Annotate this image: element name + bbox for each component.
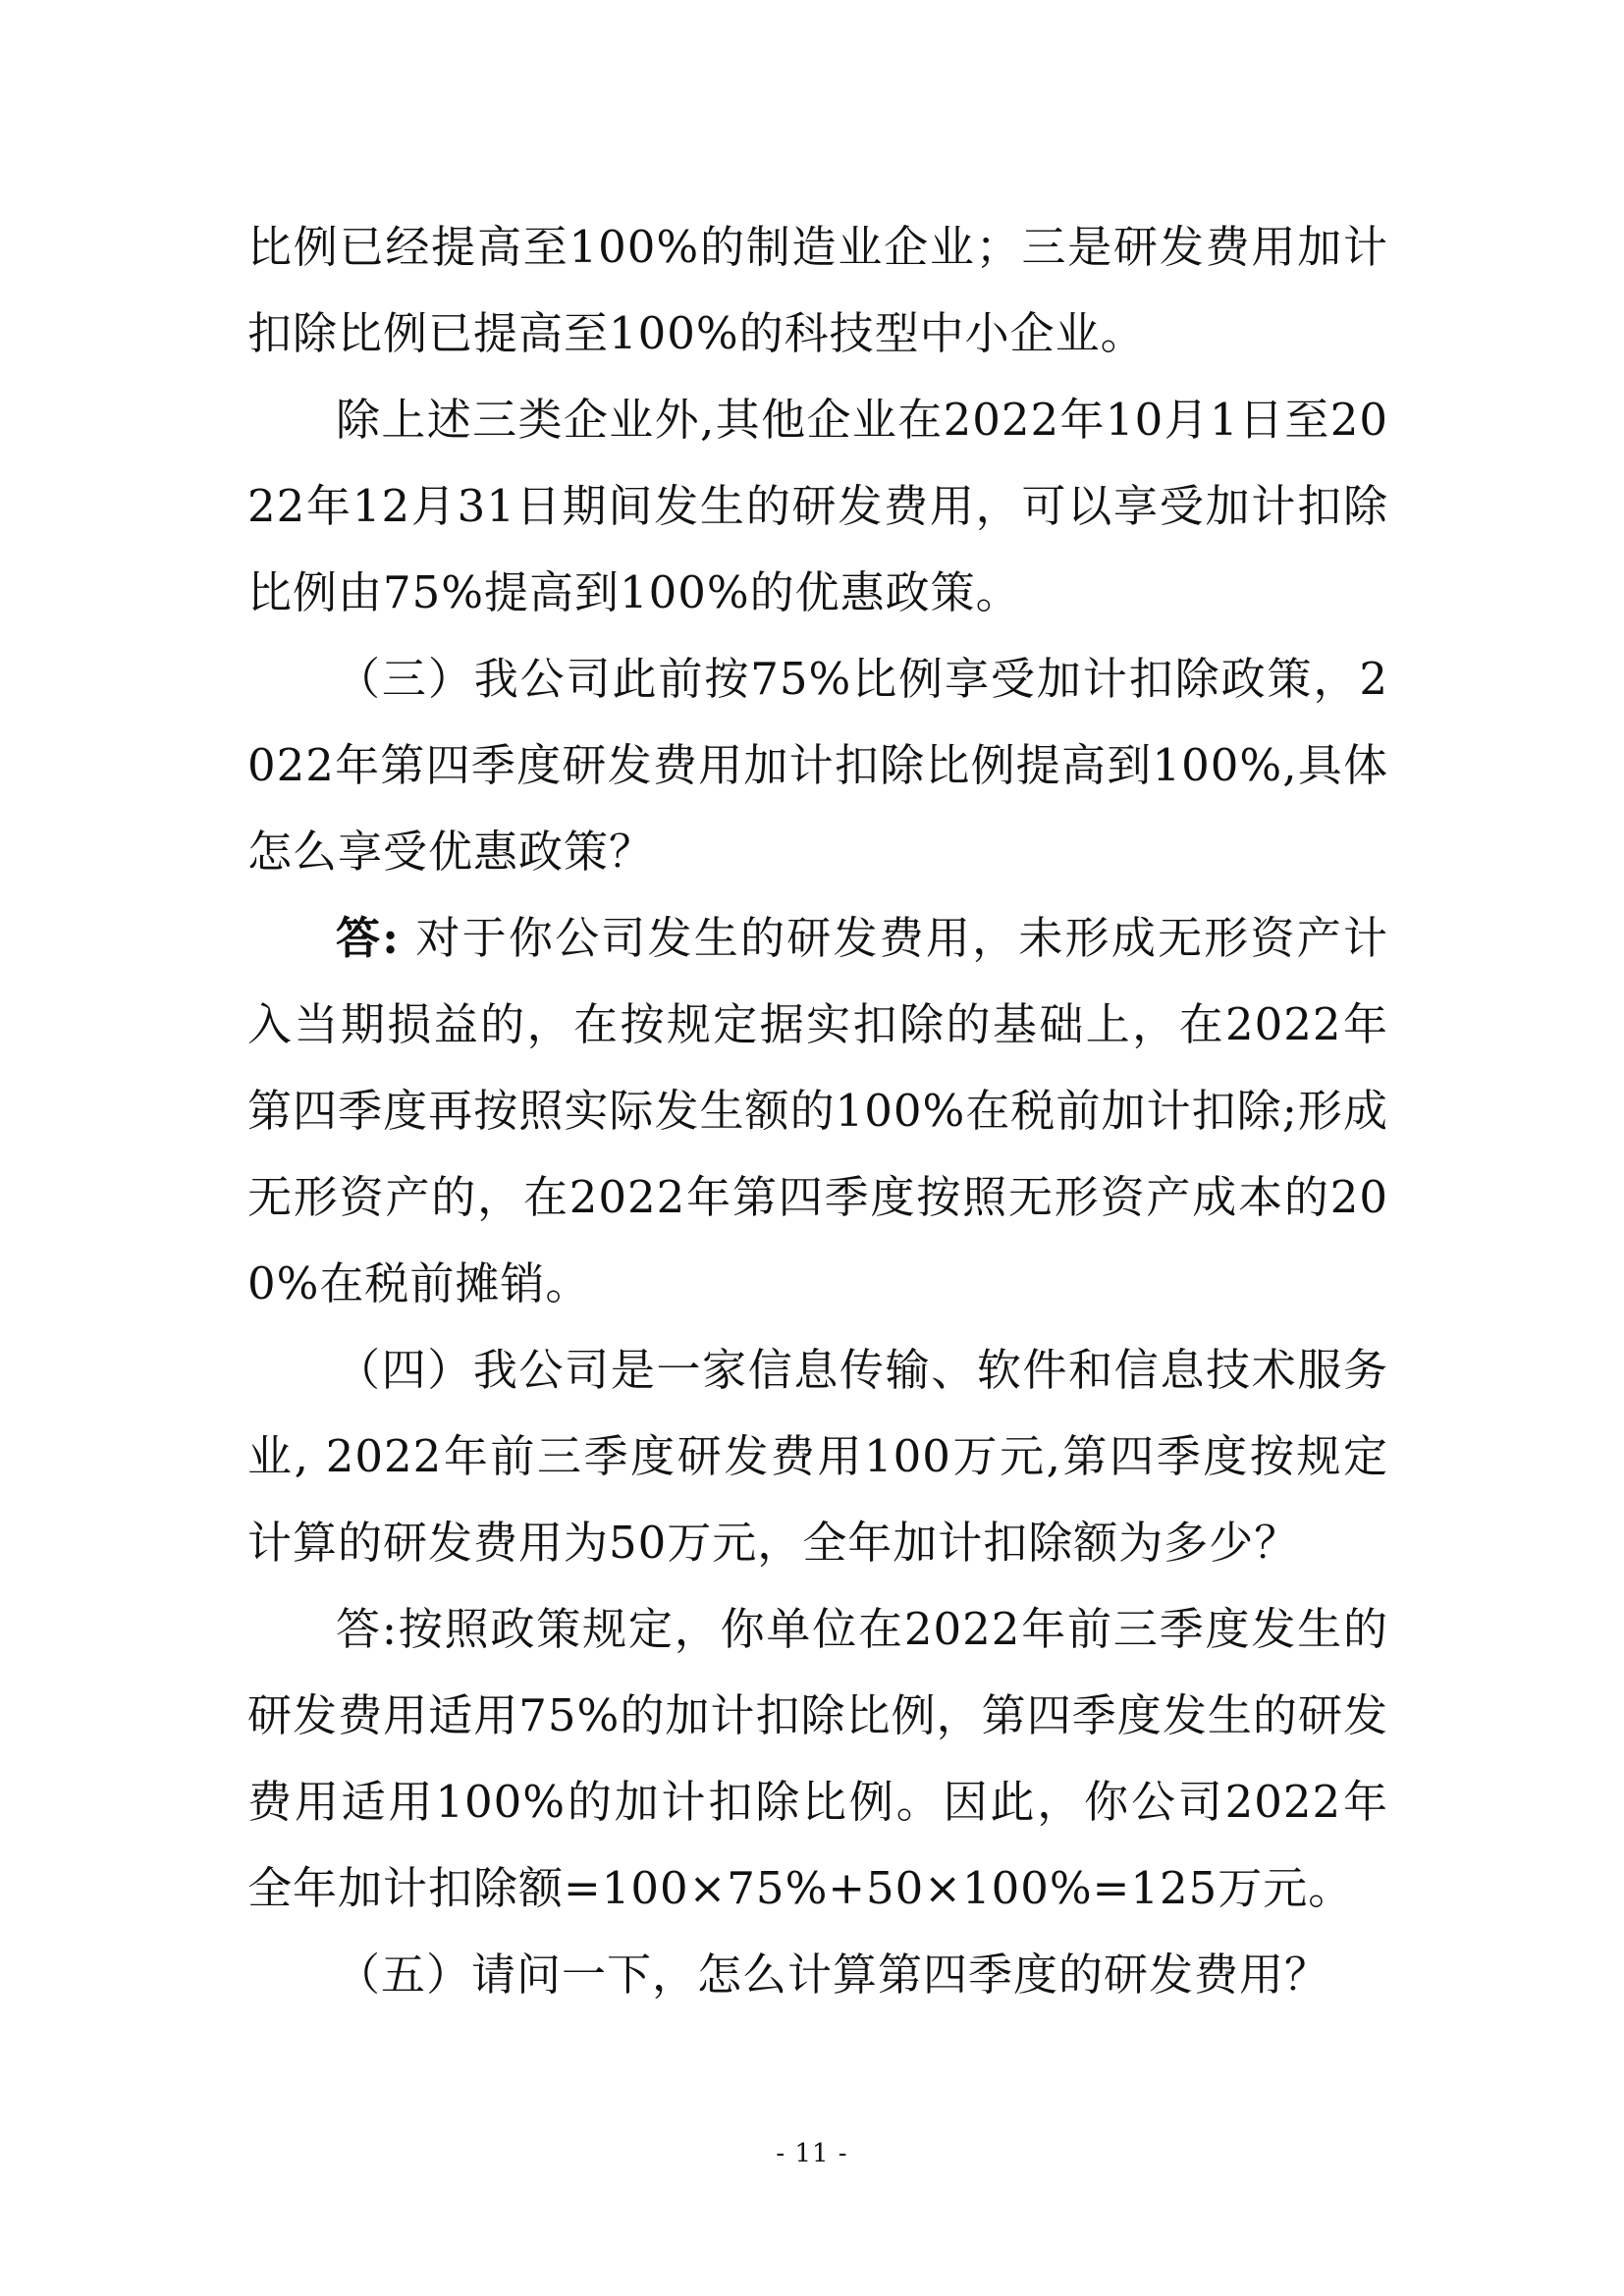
- question-4-text: （四）我公司是一家信息传输、软件和信息技术服务业, 2022年前三季度研发费用100万元,第四季度按规定计算的研发费用为50万元，全年加计扣除额为多少？: [247, 1344, 1388, 1569]
- answer-3-text: 对于你公司发生的研发费用，未形成无形资产计入当期损益的，在按规定据实扣除的基础上，在2022年第四季度再按照实际发生额的100%在税前加计扣除;形成无形资产的，在2022年第四季度按照无形资产成本的200%在税前摊销。: [247, 912, 1388, 1309]
- answer-3: [247, 895, 1388, 1327]
- answer-3-lead: 答:: [336, 912, 400, 964]
- answer-4-text: 答:按照政策规定，你单位在2022年前三季度发生的研发费用适用75%的加计扣除比例，第四季度发生的研发费用适用100%的加计扣除比例。因此，你公司2022年全年加计扣除额=100×75%+50×100%=125万元。: [247, 1603, 1388, 1914]
- page-number: - 11 -: [776, 2139, 848, 2168]
- paragraph-2-text: 除上述三类企业外,其他企业在2022年10月1日至2022年12月31日期间发生的研发费用，可以享受加计扣除比例由75%提高到100%的优惠政策。: [247, 394, 1388, 618]
- question-3: [247, 636, 1388, 895]
- paragraph-2: [247, 377, 1388, 636]
- body-text: [247, 204, 1388, 2018]
- answer-4: [247, 1586, 1388, 1932]
- paragraph-1: [247, 204, 1388, 377]
- question-5: [247, 1932, 1388, 2018]
- question-4: [247, 1327, 1388, 1586]
- question-3-text: （三）我公司此前按75%比例享受加计扣除政策，2022年第四季度研发费用加计扣除比例提高到100%,具体怎么享受优惠政策？: [247, 653, 1388, 878]
- paragraph-1-text: 比例已经提高至100%的制造业企业；三是研发费用加计扣除比例已提高至100%的科技型中小企业。: [247, 221, 1388, 359]
- question-5-text: （五）请问一下，怎么计算第四季度的研发费用？: [336, 1949, 1330, 2001]
